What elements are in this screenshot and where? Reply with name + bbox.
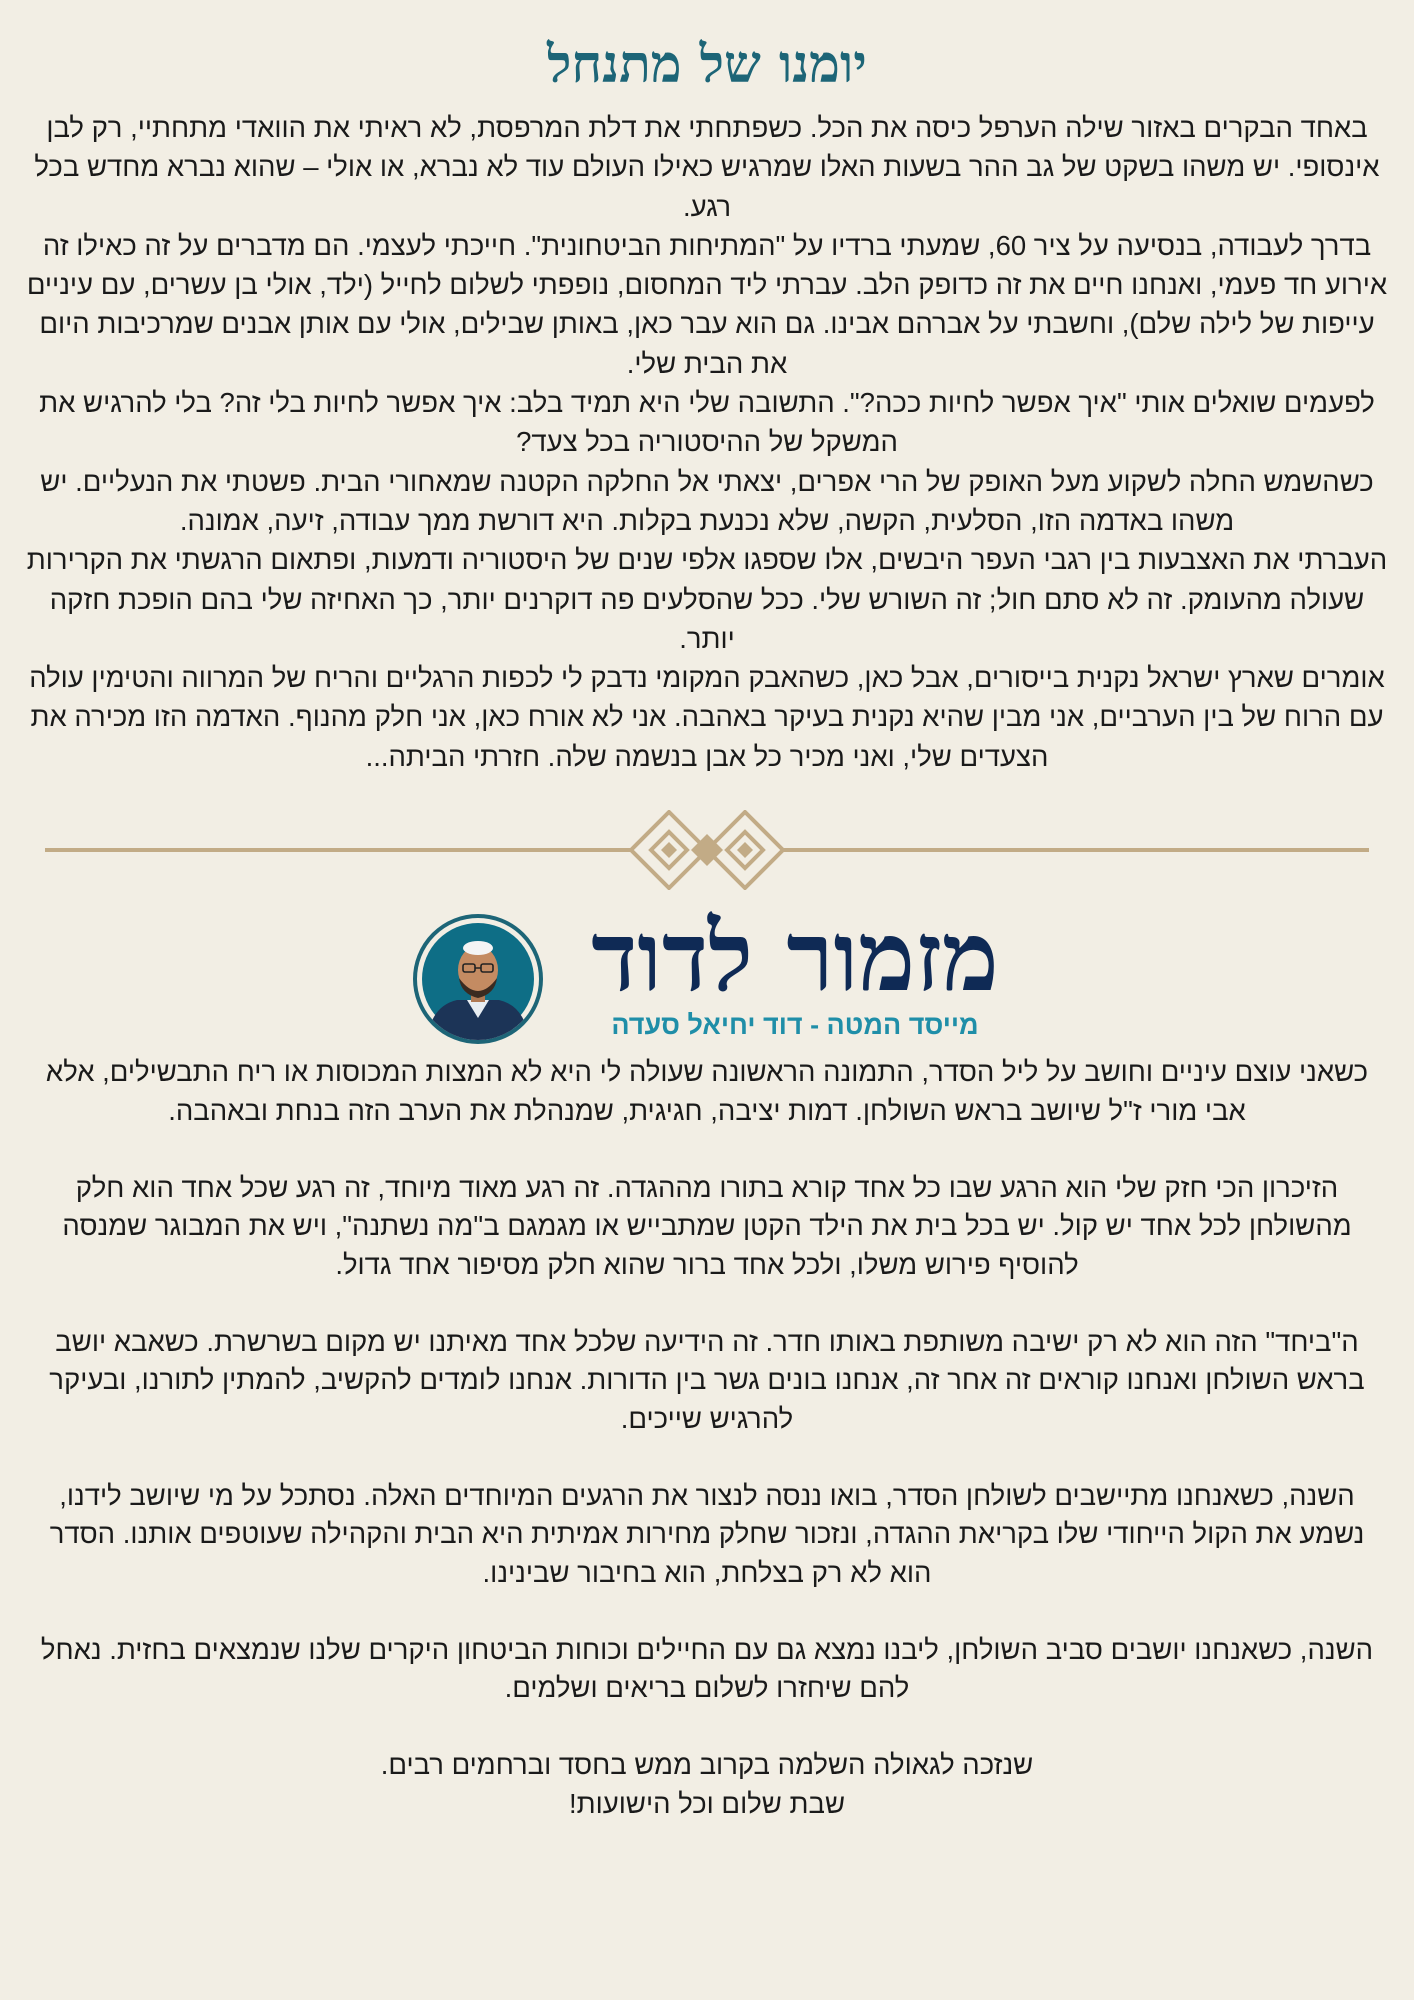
- diary-paragraph: באחד הבקרים באזור שילה הערפל כיסה את הכל. כשפתחתי את דלת המרפסת, לא ראיתי את הוואדי מתחתיי, רק לבן אינסופי. יש משהו בשקט של גב ההר בשעות האלו שמרגיש כאילו העולם עוד לא נברא, או אולי – שהוא נברא מחדש בכל רגע.: [34, 112, 1380, 222]
- diary-body: [25, 108, 1389, 776]
- section-divider: [45, 810, 1369, 890]
- letter-paragraph: השנה, כשאנחנו מתיישבים לשולחן הסדר, בואו ננסה לנצור את הרגעים המיוחדים האלה. נסתכל על מי שיושב לידנו, נשמע את הקול הייחודי שלו בקריאת ההגדה, ונזכור שחלק מחירות אמיתית היא הבית והקהילה שעוטפים אותנו. הסדר הוא לא רק בצלחת, הוא בחיבור שבינינו.: [49, 1479, 1365, 1588]
- diamond-ornament-icon: [45, 810, 1369, 890]
- letter-paragraph: ה"ביחד" הזה הוא לא רק ישיבה משותפת באותו חדר. זה הידיעה שלכל אחד מאיתנו יש מקום בשרשרת. כשאבא יושב בראש השולחן ואנחנו קוראים זה אחר זה, אנחנו בונים גשר בין הדורות. אנחנו לומדים להקשיב, להמתין לתורנו, ובעיקר להרגיש שייכים.: [49, 1325, 1365, 1434]
- letter-sign-off: שבת שלום וכל הישועות!: [568, 1787, 846, 1819]
- letter-paragraph: השנה, כשאנחנו יושבים סביב השולחן, ליבנו נמצא גם עם החיילים וכוחות הביטחון היקרים שלנו שנמצאים בחזית. נאחל להם שיחזרו לשלום בריאים ושלמים.: [40, 1633, 1374, 1703]
- letter-body: [25, 1053, 1389, 1823]
- diary-paragraph: לפעמים שואלים אותי "איך אפשר לחיות ככה?". התשובה שלי היא תמיד בלב: איך אפשר לחיות בלי זה? בלי להרגיש את המשקל של ההיסטוריה בכל צעד?: [39, 387, 1375, 458]
- letter-paragraph: כשאני עוצם עיניים וחושב על ליל הסדר, התמונה הראשונה שעולה לי היא לא המצות המכוסות או ריח התבשילים, אלא אבי מורי ז"ל שיושב בראש השולחן. דמות יציבה, חגיגית, שמנהלת את הערב הזה בנחת ובאהבה.: [45, 1056, 1369, 1126]
- brand-subtitle: מייסד המטה - דוד יחיאל סעדה: [611, 1010, 979, 1040]
- brand-name: מזמור לדוד: [591, 900, 999, 1013]
- letter-paragraph: הזיכרון הכי חזק שלי הוא הרגע שבו כל אחד קורא בתורו מההגדה. זה רגע מאוד מיוחד, זה רגע שכל אחד הוא חלק מהשולחן לכל אחד יש קול. יש בכל בית את הילד הקטן שמתבייש או מגמגם ב"מה נשתנה", ויש את המבוגר שמנסה להוסיף פירוש משלו, ולכל אחד ברור שהוא חלק מסיפור אחד גדול.: [62, 1171, 1352, 1280]
- letter-blessing: שנזכה לגאולה השלמה בקרוב ממש בחסד וברחמים רבים.: [380, 1749, 1034, 1780]
- diary-paragraph: כשהשמש החלה לשקוע מעל האופק של הרי אפרים, יצאתי אל החלקה הקטנה שמאחורי הבית. פשטתי את הנעליים. יש משהו באדמה הזו, הסלעית, הקשה, שלא נכנעת בקלות. היא דורשת ממך עבודה, זיעה, אמונה.: [40, 465, 1374, 536]
- diary-paragraph: העברתי את האצבעות בין רגבי העפר היבשים, אלו שספגו אלפי שנים של היסטוריה ודמעות, ופתאום הרגשתי את הקרירות שעולה מהעומק. זה לא סתם חול; זה השורש שלי. ככל שהסלעים פה דוקרנים יותר, כך האחיזה שלי בהם הופכת חזקה יותר.: [26, 544, 1388, 654]
- brand-header: [0, 900, 1414, 1040]
- diary-paragraph: אומרים שארץ ישראל נקנית בייסורים, אבל כאן, כשהאבק המקומי נדבק לי לכפות הרגליים והריח של המרווה והטימין עולה עם הרוח של בין הערביים, אני מבין שהיא נקנית בעיקר באהבה. אני לא אורח כאן, אני חלק מהנוף. האדמה הזו מכירה את הצעדים שלי, ואני מכיר כל אבן בנשמה שלה. חזרתי הביתה...: [29, 662, 1385, 772]
- avatar: [413, 914, 543, 1044]
- diary-title: יומנו של מתנחל: [547, 34, 867, 95]
- diary-paragraph: בדרך לעבודה, בנסיעה על ציר 60, שמעתי ברדיו על "המתיחות הביטחונית". חייכתי לעצמי. הם מדברים על זה כאילו זה אירוע חד פעמי, ואנחנו חיים את זה כדופק הלב. עברתי ליד המחסום, נופפתי לשלום לחייל (ילד, אולי בן עשרים, עם עיניים עייפות של לילה שלם), וחשבתי על אברהם אבינו. גם הוא עבר כאן, באותן שבילים, אולי עם אותן אבנים שמרכיבות היום את הבית שלי.: [26, 229, 1388, 379]
- founder-portrait-icon: [417, 918, 539, 1040]
